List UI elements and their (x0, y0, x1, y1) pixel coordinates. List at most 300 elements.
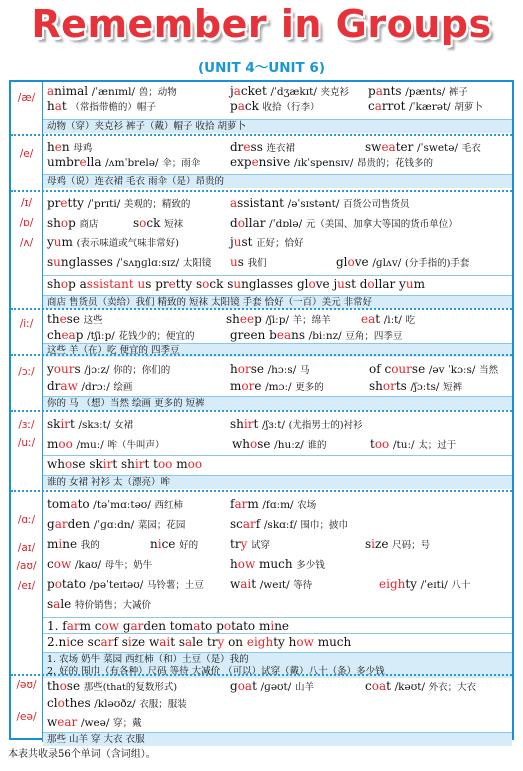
word-highlight: oa (371, 679, 387, 693)
phoneme-symbol: /æ/ (17, 92, 36, 104)
word-text: gl (336, 255, 348, 269)
phoneme-column (11, 82, 43, 134)
word-highlight: a (374, 99, 382, 113)
word-highlight: a (47, 84, 55, 98)
word-meaning: 我们 (247, 258, 267, 269)
phoneme-symbol: /ɒ/ (19, 217, 34, 229)
review-sentence: 那些 山羊 穿 大衣 衣服 (47, 734, 145, 745)
word-entry (47, 155, 200, 171)
word-meaning: 山羊 (294, 682, 314, 693)
section-1 (11, 82, 512, 134)
word-phonetic: /ˈeɪti/ (420, 579, 448, 591)
vocab-table (9, 80, 514, 745)
word-highlight: ir (60, 417, 71, 431)
word-entry (365, 140, 481, 156)
word-phonetic: /ʃiːp/ (265, 314, 289, 326)
word-meaning: 尺码；号 (392, 540, 431, 551)
page-subtitle: (UNIT 4～UNIT 6) (197, 60, 325, 76)
chain-highlight: ar (130, 619, 144, 633)
word-chain (47, 277, 425, 291)
chain-text: much (313, 635, 352, 649)
word-phonetic: /huːz/ (274, 439, 304, 451)
word-highlight: our (53, 362, 75, 376)
word-phonetic: /iːt/ (383, 314, 402, 326)
word-text: h (230, 557, 238, 571)
word-entry (230, 537, 270, 553)
chain-text: on (224, 635, 247, 649)
phoneme-column (11, 192, 43, 310)
word-text: green b (230, 328, 277, 342)
word-text: s (47, 597, 54, 611)
word-meaning: 夹克衫 (320, 87, 350, 98)
word-text: nglasses (60, 255, 113, 269)
chain-highlight: i (66, 635, 71, 649)
word-entry (47, 517, 185, 533)
word-text: p (230, 99, 238, 113)
word-entry (230, 255, 267, 271)
word-text: w (230, 577, 241, 591)
word-text: tr (230, 537, 241, 551)
chain-text: j (333, 277, 338, 291)
word-entry (47, 497, 183, 513)
word-meaning: 穿；戴 (113, 718, 142, 729)
word-highlight: a (375, 84, 383, 98)
word-text: sc (230, 517, 243, 531)
word-text: e (254, 379, 262, 393)
word-entry (47, 99, 156, 115)
word-text: ter (395, 140, 414, 154)
word-text: t (370, 437, 375, 451)
chain-text: s (145, 277, 152, 291)
word-highlight: e (60, 196, 68, 210)
word-text: ve (354, 255, 369, 269)
word-text: much (255, 557, 293, 571)
word-highlight: or (237, 362, 251, 376)
chain-highlight: o (60, 277, 69, 291)
word-meaning: 短袜 (164, 219, 184, 230)
word-meaning: 正好；恰好 (256, 238, 304, 249)
word-text: ts (395, 379, 407, 393)
chain-highlight: ow (101, 619, 120, 633)
phoneme-symbol: /e/ (19, 148, 34, 160)
word-entry (47, 140, 92, 156)
chain-text: sh (121, 457, 135, 471)
word-text: n (150, 537, 158, 551)
word-text: n (61, 140, 70, 154)
word-phonetic: /əv ˈkɔːs/ (428, 364, 476, 376)
word-text: p (75, 328, 84, 342)
review-sentence: 商店 售货员（卖给）我们 精致的 短袜 太阳镜 手套 恰好（一百）美元 非常好 (47, 297, 373, 308)
word-text: nts (382, 84, 402, 98)
word-entry (47, 557, 152, 573)
word-text: f (230, 497, 235, 511)
word-entry (47, 537, 100, 553)
word-highlight: o (54, 577, 62, 591)
word-text: s (47, 255, 54, 269)
word-entry (47, 255, 211, 271)
chain-highlight: o (367, 277, 375, 291)
word-text: t (252, 679, 257, 693)
word-highlight: o (250, 437, 258, 451)
word-text: y (47, 362, 54, 376)
word-chain (47, 619, 289, 633)
word-highlight: ee (239, 312, 255, 326)
section-2 (11, 134, 512, 192)
word-meaning: 这些 (83, 315, 103, 326)
word-entry (47, 437, 165, 453)
word-meaning: 那些(that的复数形式) (83, 682, 178, 693)
word-meaning: 八十 (451, 580, 471, 591)
word-entry (47, 312, 103, 328)
word-meaning: 马 (299, 365, 310, 376)
word-highlight: u (230, 255, 238, 269)
word-text: m (247, 497, 259, 511)
chain-text: ve (315, 277, 330, 291)
word-meaning: 我的 (80, 540, 100, 551)
word-meaning: 菜园；花园 (137, 520, 186, 531)
word-entry (230, 235, 304, 251)
word-phonetic: /ˈswetə/ (417, 142, 459, 154)
chain-text: f s (113, 635, 128, 649)
word-meaning: 母鸡 (73, 143, 93, 154)
word-text: p (68, 216, 76, 230)
word-text: ns (291, 328, 306, 342)
word-highlight: ea (276, 328, 292, 342)
word-meaning: 兽；动物 (138, 87, 177, 98)
word-highlight: a (237, 99, 245, 113)
chain-highlight: i (270, 619, 275, 633)
word-phonetic: /kləʊðz/ (94, 698, 136, 710)
word-text: sh (226, 312, 240, 326)
word-text: ch (47, 328, 62, 342)
word-highlight: o (347, 255, 355, 269)
review-band (43, 475, 512, 489)
phoneme-column (11, 412, 43, 492)
chain-text: m (413, 277, 425, 291)
word-entry (369, 362, 498, 378)
word-highlight: or (241, 379, 255, 393)
word-text: h (47, 140, 55, 154)
phoneme-symbol: /ɜː/ (18, 419, 35, 431)
word-phonetic: /drɔː/ (81, 381, 110, 393)
review-sentence: 母鸡（说）连衣裙 毛衣 雨伞（是）昂贵的 (47, 176, 225, 187)
word-text: sh (230, 417, 244, 431)
word-phonetic: /muː/ (76, 439, 104, 451)
chain-text: m c (79, 619, 102, 633)
word-text: s (237, 255, 244, 269)
word-highlight: ar (242, 517, 256, 531)
chain-text: ck (209, 277, 224, 291)
word-meaning: 裤子 (448, 87, 468, 98)
word-entry (368, 99, 483, 115)
word-entry (230, 679, 314, 695)
word-highlight: oo (374, 437, 390, 451)
word-highlight: ea (61, 328, 76, 342)
word-meaning: 更多的 (295, 382, 324, 393)
word-meaning: 试穿 (251, 540, 271, 551)
review-sentence: 这些 羊（在）吃 便宜的 四季豆 (47, 345, 180, 356)
phoneme-symbol: /eə/ (16, 711, 37, 723)
word-highlight: i (157, 537, 162, 551)
word-phonetic: /ˈkærət/ (409, 101, 451, 113)
word-highlight: ea (381, 140, 396, 154)
word-entry (47, 235, 179, 251)
word-text: ck (146, 216, 161, 230)
word-entry (368, 84, 468, 100)
word-entry (230, 140, 295, 156)
word-text: dr (230, 140, 244, 154)
word-highlight: ow (237, 557, 256, 571)
word-entry (365, 679, 476, 695)
word-meaning: 母牛；奶牛 (104, 560, 153, 571)
word-meaning: 围巾；披巾 (300, 520, 349, 531)
word-entry (47, 196, 190, 212)
chain-highlight: o (223, 619, 232, 633)
word-entry (226, 312, 331, 328)
word-text: st (241, 235, 253, 249)
word-phonetic: /mɔː/ (265, 381, 292, 393)
word-meaning: 商店 (79, 219, 99, 230)
word-text: se (66, 679, 81, 693)
word-meaning: 羊；绵羊 (292, 315, 331, 326)
word-entry (379, 577, 470, 593)
chain-text: ze w (131, 635, 160, 649)
chain-text: wh (47, 457, 65, 471)
chain-highlight: u (137, 277, 146, 291)
word-entry (47, 379, 132, 395)
word-highlight: aw (60, 379, 78, 393)
section-4 (11, 308, 512, 356)
chain-text: m (176, 457, 188, 471)
word-meaning: 西红柿 (154, 500, 184, 511)
chain-highlight: ir (102, 457, 113, 471)
chain-text: le tr (192, 635, 218, 649)
word-phonetic: /fɑːm/ (262, 499, 294, 511)
word-entry (47, 417, 133, 433)
word-meaning: (尤指男士的)衬衫 (288, 420, 363, 431)
word-entry (230, 577, 312, 593)
word-text: cket (240, 84, 267, 98)
chain-text: t (153, 457, 158, 471)
word-phonetic: /weə/ (80, 717, 110, 729)
word-meaning: 谁的 (307, 440, 327, 451)
word-highlight: u (53, 255, 61, 269)
word-meaning: 哞（牛叫声） (107, 440, 165, 451)
word-text: s (133, 216, 140, 230)
chain-highlight: y (217, 635, 225, 649)
word-text: sk (47, 417, 61, 431)
word-highlight: i (371, 537, 376, 551)
review-sentence: 2. 好的 围巾（有各种）尺码 等待 大减价 （可以）试穿（戴）八十（条）多少钱 (47, 666, 385, 677)
word-highlight: oa (237, 679, 253, 693)
word-text: p (368, 84, 376, 98)
section-8 (11, 674, 512, 745)
review-band (43, 119, 512, 133)
word-highlight: oo (58, 437, 73, 451)
chain-highlight: u (233, 277, 242, 291)
review-sentence: 动物（穿）夹克衫 裤子（戴）帽子 收拾 胡萝卜 (47, 121, 247, 132)
chain-highlight: ssistant (86, 277, 134, 291)
word-phonetic: /təˈmɑːtəʊ/ (93, 499, 151, 511)
phoneme-column (11, 492, 43, 676)
word-text: s (74, 362, 81, 376)
review-band (43, 732, 512, 746)
chain-text: tato m (231, 619, 271, 633)
word-phonetic: /ɪkˈspensɪv/ (293, 157, 354, 169)
word-chain (47, 457, 202, 471)
word-area (43, 192, 512, 310)
footer-note: 本表共收录56个单词（含词组）。 (8, 749, 156, 760)
word-meaning: 特价销售；大减价 (74, 600, 151, 611)
word-meaning: 绘画 (113, 382, 133, 393)
phoneme-symbol: /ɪ/ (21, 197, 32, 209)
word-text: m (47, 437, 59, 451)
word-meaning: 百货公司售货员 (343, 199, 410, 210)
chain-text: s (227, 277, 234, 291)
word-highlight: ai (240, 577, 252, 591)
word-meaning: (表示味道或气味非常好) (76, 238, 179, 249)
chain-text: ne (274, 619, 290, 633)
word-text: t (375, 312, 381, 326)
word-meaning: 收拾（行李） (262, 102, 320, 113)
word-text: ze (375, 537, 389, 551)
word-meaning: 等待 (293, 580, 313, 591)
review-band (43, 652, 512, 666)
review-band (43, 174, 512, 188)
phoneme-column (11, 310, 43, 356)
word-highlight: ow (53, 557, 72, 571)
chain-text: ce sc (70, 635, 101, 649)
word-text: c (365, 679, 372, 693)
word-text: c (368, 99, 375, 113)
word-meaning: 短裤 (443, 382, 463, 393)
word-text: tom (47, 497, 71, 511)
chain-highlight: oo (157, 457, 173, 471)
chain-highlight: oo (187, 457, 203, 471)
page-title: Remember in Groups (31, 2, 492, 46)
word-text: nimal (54, 84, 89, 98)
word-text: den (67, 517, 91, 531)
word-highlight: o (139, 216, 147, 230)
word-text: t (253, 417, 259, 431)
word-text: ce (161, 537, 176, 551)
word-highlight: a (54, 99, 62, 113)
chain-text: d (359, 277, 368, 291)
phoneme-symbol: /aɪ/ (17, 542, 36, 554)
word-text: y (47, 235, 54, 249)
word-meaning: 豆角；四季豆 (345, 331, 403, 342)
word-phonetic: /kaʊ/ (74, 559, 102, 571)
word-phonetic: /ɡlʌv/ (372, 257, 402, 269)
chain-highlight: a (193, 619, 201, 633)
word-highlight: u (233, 235, 242, 249)
word-text: of c (369, 362, 392, 376)
word-text: tato (61, 577, 86, 591)
word-text: ne (62, 537, 78, 551)
word-text: f (255, 517, 261, 531)
word-phonetic: /ʃɜːt/ (261, 419, 285, 431)
word-entry (47, 328, 195, 344)
word-phonetic: /skɑːf/ (263, 519, 297, 531)
chain-text: pr (155, 277, 169, 291)
word-meaning: 女裙 (114, 420, 134, 431)
word-phonetic: /ˈprɪti/ (87, 198, 121, 210)
word-meaning: 伞；雨伞 (162, 158, 201, 169)
chain-highlight: o (308, 277, 316, 291)
word-text: p (254, 312, 262, 326)
word-entry (230, 84, 349, 100)
word-highlight: e (79, 155, 87, 169)
word-phonetic: /ˈænɪml/ (91, 86, 136, 98)
word-entry (230, 379, 324, 395)
word-meaning: （常指带檐的）帽子 (70, 102, 156, 113)
word-highlight: o (59, 679, 67, 693)
word-text: g (230, 679, 238, 693)
word-entry (230, 517, 348, 533)
word-text: ssistant (237, 196, 284, 210)
chain-text: tty (175, 277, 193, 291)
word-text: to (77, 497, 90, 511)
word-phonetic: /ˈdɒlə/ (269, 218, 303, 230)
word-text: ty (405, 577, 417, 591)
word-highlight: e (243, 140, 251, 154)
chain-highlight: ai (159, 635, 171, 649)
word-text: t (70, 417, 75, 431)
chain-text: g (119, 619, 131, 633)
review-band (43, 275, 512, 292)
review-band (43, 295, 512, 309)
chain-highlight: a (185, 635, 193, 649)
word-text: sh (47, 216, 61, 230)
word-phonetic: /ɡəʊt/ (260, 681, 292, 693)
word-phonetic: /əˈsɪstənt/ (287, 198, 340, 210)
word-highlight: o (60, 216, 69, 230)
word-highlight: or (382, 379, 396, 393)
word-highlight: a (233, 84, 241, 98)
word-text: m (61, 235, 73, 249)
word-highlight: e (251, 155, 259, 169)
word-entry (230, 155, 433, 171)
word-text: llar (244, 216, 266, 230)
word-entry (47, 577, 204, 593)
word-meaning: 好的 (179, 540, 199, 551)
word-meaning: 毛衣 (461, 143, 481, 154)
word-text: t (251, 577, 257, 591)
word-highlight: y (240, 537, 248, 551)
chain-text: sh (47, 277, 61, 291)
word-text: cl (47, 696, 58, 710)
chain-text: 2.n (47, 635, 67, 649)
word-meaning: 农场 (297, 500, 317, 511)
review-sentence: 你的 马 （想）当然 绘画 更多的 短裤 (47, 398, 205, 409)
word-highlight: eigh (379, 577, 406, 591)
chain-text: gl (296, 277, 309, 291)
phoneme-column (11, 356, 43, 412)
word-text: sh (369, 379, 383, 393)
word-entry (47, 362, 170, 378)
word-meaning: 太；过于 (418, 440, 457, 451)
word-text: pr (47, 196, 61, 210)
word-entry (230, 196, 410, 212)
chain-text: t s (170, 635, 186, 649)
chain-text: den tom (143, 619, 194, 633)
word-highlight: e (54, 140, 62, 154)
word-phonetic: /kəʊt/ (394, 681, 425, 693)
phoneme-symbol: /ʌ/ (19, 237, 34, 249)
word-text: se (66, 312, 80, 326)
word-entry (230, 216, 458, 232)
word-text: ss (250, 140, 263, 154)
